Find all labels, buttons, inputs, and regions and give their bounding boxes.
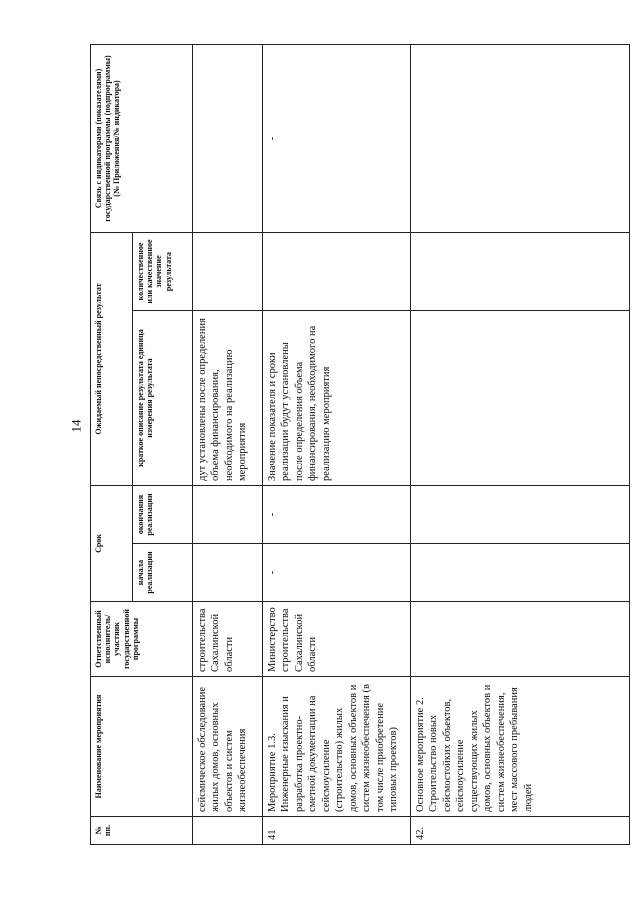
table-row — [193, 45, 263, 845]
row-value — [263, 233, 411, 311]
row-desc: дут установлены после определения объема финансирования, необходимого на реализацию мероприятия — [193, 311, 263, 486]
page-number: 14 — [68, 419, 84, 433]
row-end: - — [263, 486, 411, 544]
header-result-value: количественное или качественное значение результата — [133, 233, 193, 311]
header-term-start: начала реализации — [133, 544, 193, 602]
header-executor: Ответственный исполнитель/участник государственной программы — [91, 602, 193, 677]
table-row — [411, 45, 630, 845]
header-term: Срок — [91, 486, 133, 602]
row-value — [411, 233, 630, 311]
row-desc — [411, 311, 630, 486]
rotated-table-area — [90, 45, 630, 845]
row-value — [193, 233, 263, 311]
row-executor — [411, 602, 630, 677]
row-name: Мероприятие 1.3. Инженерные изыскания и разработка проектно-сметной документации на сейсмоусиление (строительство) жилых домов, основных объектов и систем жизнеобеспечения (в том числе приобретение типовых проектов) — [263, 677, 411, 817]
row-num: 41 — [263, 817, 411, 845]
table-row — [263, 45, 411, 845]
rotated-table-content — [90, 45, 630, 845]
row-start: - — [263, 544, 411, 602]
row-start — [193, 544, 263, 602]
row-name: Основное мероприятие 2. Строительство новых сейсмостойких объектов, сейсмоусиление существующих жилых домов, основных объектов и систем жизнеобеспечения, мест массового пребывания людей — [411, 677, 630, 817]
row-name: сейсмическое обследование жилых домов, основных объектов и систем жизнеобеспечения — [193, 677, 263, 817]
row-end — [411, 486, 630, 544]
row-link — [193, 45, 263, 233]
measures-table — [90, 44, 630, 845]
row-link — [411, 45, 630, 233]
header-row-1 — [91, 45, 133, 845]
row-executor: Министерство строительства Сахалинской области — [263, 602, 411, 677]
row-num: 42. — [411, 817, 630, 845]
header-name: Наименование мероприятия — [91, 677, 193, 817]
row-executor: строительства Сахалинской области — [193, 602, 263, 677]
header-link: Связь с индикаторами (показателями) государственной программы (подпрограммы) (№ Приложения/№ индикатора) — [91, 45, 193, 233]
header-num: № пп. — [91, 817, 193, 845]
header-result: Ожидаемый непосредственный результат — [91, 233, 133, 486]
row-link: - — [263, 45, 411, 233]
header-result-desc: краткое описание результата единица измерения результата — [133, 311, 193, 486]
row-num — [193, 817, 263, 845]
row-desc: Значение показателя и сроки реализации будут установлены после определения объема финансирования, необходимого на реализацию мероприятия — [263, 311, 411, 486]
row-end — [193, 486, 263, 544]
header-term-end: окончания реализации — [133, 486, 193, 544]
row-start — [411, 544, 630, 602]
